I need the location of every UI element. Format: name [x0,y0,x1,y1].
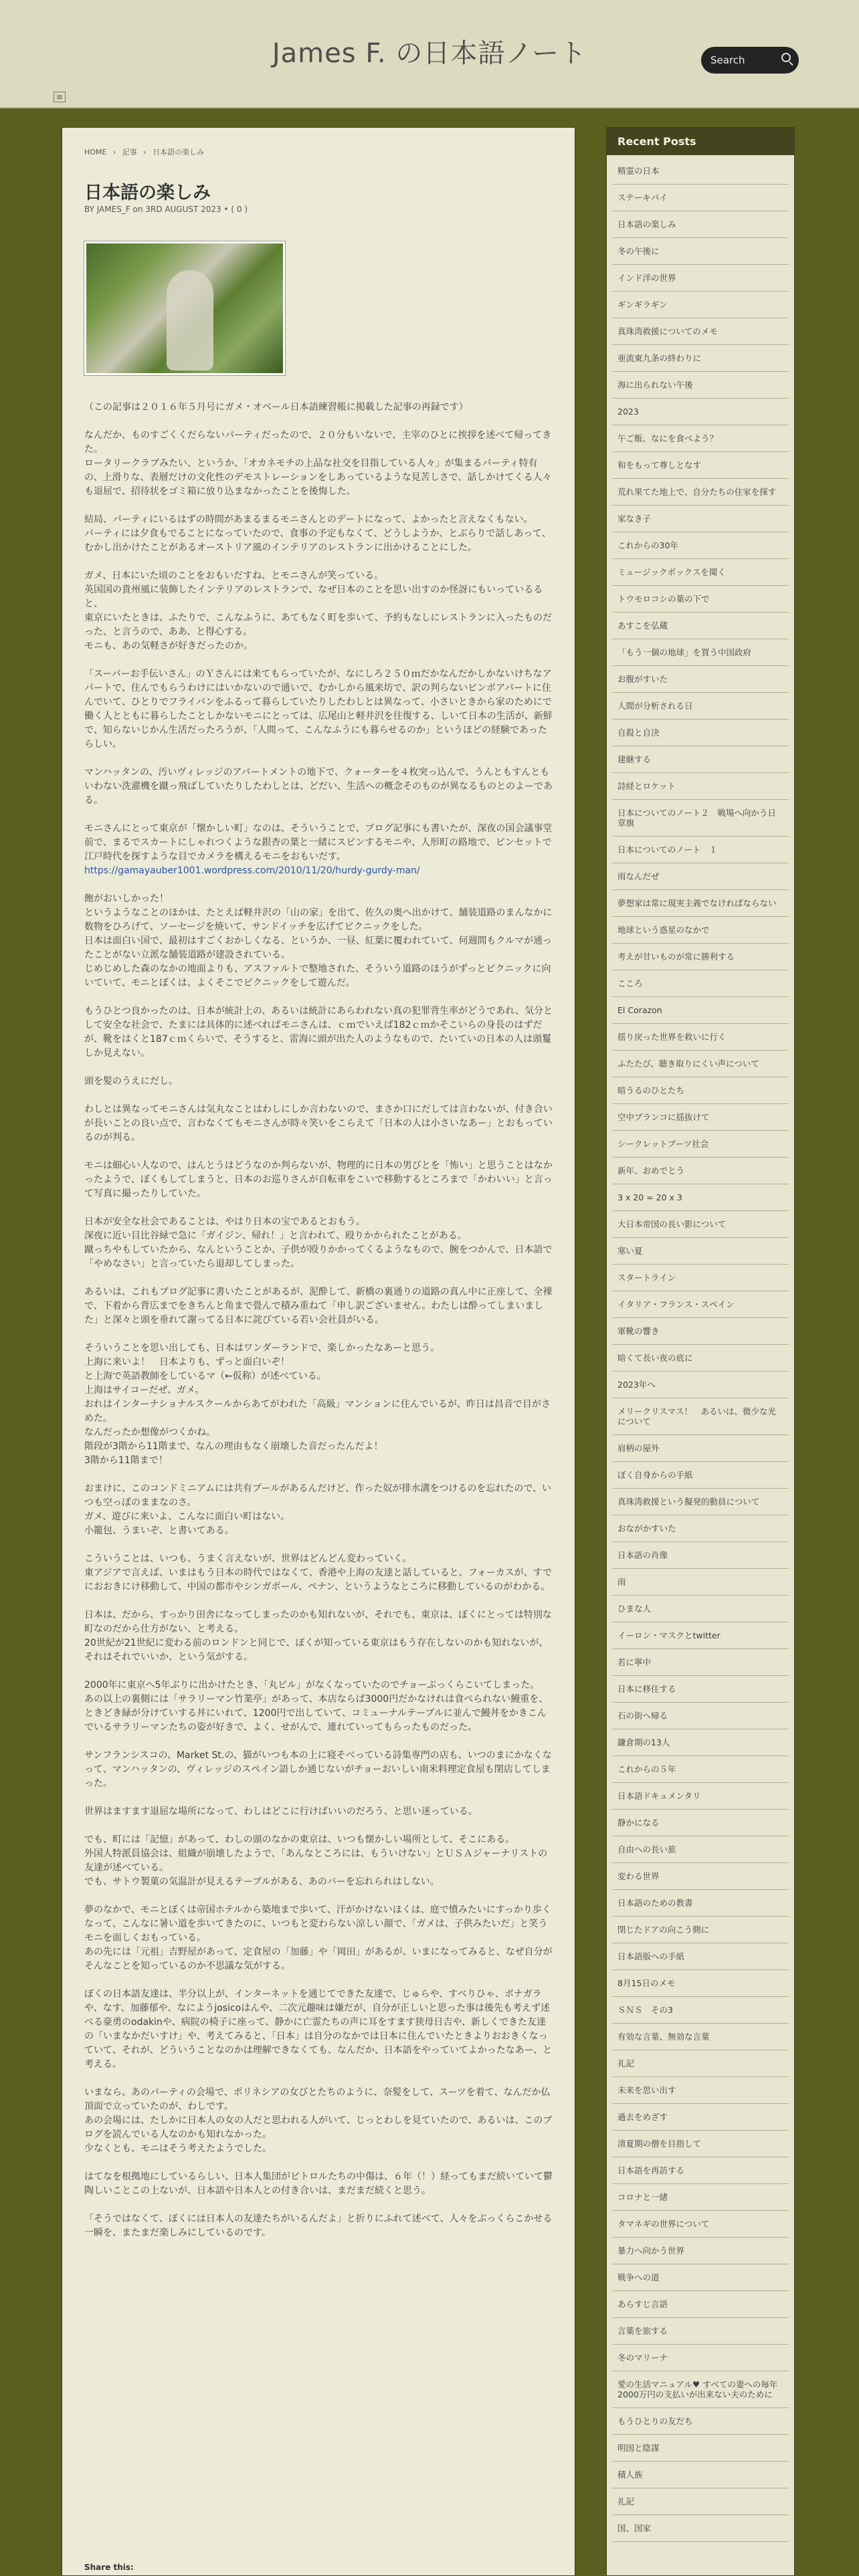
sidebar [606,127,795,2576]
sidebar-item[interactable]: 言葉を旅する [612,2318,789,2345]
sidebar-item[interactable]: 日本についてのノート １ [612,837,789,863]
sidebar-item[interactable]: ふたたび、聴き取りにくい声について [612,1051,789,1077]
sidebar-item[interactable]: 雨 [612,1569,789,1596]
sidebar-item[interactable]: 静かになる [612,1810,789,1836]
sidebar-item[interactable]: 夢想家は常に現実主義でなければならない [612,890,789,917]
sidebar-item[interactable]: 自殺と自決 [612,720,789,746]
sidebar-item[interactable]: El Corazon [612,997,789,1024]
sidebar-item[interactable]: これからの30年 [612,532,789,559]
sidebar-item[interactable]: 地球という惑星のなかで [612,917,789,944]
sidebar-item[interactable]: 過去をめざす [612,2104,789,2131]
sidebar-item[interactable]: 明国と陰謀 [612,2435,789,2462]
sidebar-item[interactable]: もうひとりの友だち [612,2408,789,2435]
sidebar-item[interactable]: 軍靴の響き [612,1318,789,1345]
sidebar-item[interactable]: 日本語ドキュメンタリ [612,1783,789,1810]
main-content [62,127,575,2576]
sidebar-item[interactable]: 愛の生活マニュアル♥ すべての妻への毎年2000万円の支払いが出来ない夫のために [612,2371,789,2408]
sidebar-item[interactable]: 8月15日のメモ [612,1970,789,1997]
sidebar-item[interactable]: コロナと一緒 [612,2184,789,2211]
search-box[interactable] [701,47,799,74]
sidebar-item[interactable]: 日本語を再訪する [612,2157,789,2184]
recent-posts-list [612,158,789,2542]
breadcrumb [84,146,208,157]
sidebar-item[interactable]: 午ご飯、なにを食べよう？ [612,425,789,452]
post-meta: BY JAMES_F on 3RD AUGUST 2023 • ( 0 ) [84,205,248,214]
sidebar-item[interactable]: 「もう一個の地球」を買う中国政府 [612,639,789,666]
sidebar-item[interactable]: 亜流東九条の終わりに [612,345,789,372]
sidebar-item[interactable]: 雨なんだぜ [612,863,789,890]
post-paragraph: こういうことは、いつも、うまく言えないが、世界はどんどん変わっていく。 東アジアで言えば、いまはもう日本の時代ではなくて、香港や上海の友達と話していると、フォーカスが、すでにおおきにけ移動して、中国の都市やシンガポール、ペナン、というようなところに移動しているのがわかる。 [84,1553,553,1592]
sidebar-item[interactable]: 暗うるのひとたち [612,1077,789,1104]
sidebar-item[interactable]: 3 x 20 = 20 x 3 [612,1184,789,1211]
sidebar-item[interactable]: トウモロコシの葉の下で [612,586,789,613]
sidebar-item[interactable]: 建継する [612,746,789,773]
post-paragraph: あるいは、これもブログ記事に書いたことがあるが、泥酔して、新橋の裏通りの道路の真ん中に正座して、全裸で、下着から背広までをきちんと角まで畳んで積み重ねて「申し訳ございません。わたしは酔ってしまいました」と深々と頭を垂れて謝ってる日本に詫びている若い会社員がいる。 [84,1287,553,1325]
post-paragraph: 「そうではなくて、ぼくには日本人の友達たちがいるんだよ」と折りにふれて述べて、人々をぶっくらこかせる一瞬を、またまだ楽しみにしているのです。 [84,2214,553,2238]
sidebar-item[interactable]: 日本に移住する [612,1676,789,1703]
sidebar-item[interactable]: お腹がすいた [612,666,789,693]
sidebar-item[interactable]: 真珠湾救援という擬発的動員について [612,1489,789,1515]
sidebar-item[interactable]: 有効な言葉、無効な言葉 [612,2024,789,2050]
sidebar-item[interactable]: 礼記 [612,2488,789,2515]
sidebar-item[interactable]: 日本語の肖像 [612,1542,789,1569]
sidebar-item[interactable]: 鎌倉期の13人 [612,1729,789,1756]
sidebar-item[interactable]: 日本についてのノート２ 戦場へ向かう日章旗 [612,800,789,837]
sidebar-item[interactable]: 冬の午後に [612,238,789,265]
menu-toggle-icon[interactable]: ≡ [54,92,66,102]
sidebar-item[interactable]: 2023 [612,399,789,425]
post-paragraph: 2000年に東京へ5年ぶりに出かけたとき、「丸ビル」がなくなっていたのでチョーぶっくらこいてしまった。 あの以上の裏側には「サラリーマン竹業亭」があって、本店ならば3000円だかなけれは食べられない鰻重を、ときどき緑が分けていする丼にいれて、1200円で出していて、コミューナルテーブルに並んで鰻丼をかきこんでいるサラリーマンたちの姿が好きで、よく、せがんで、連れていってもらったものだった。 [84,1680,549,1733]
post-body [84,401,553,2254]
sidebar-item[interactable]: イタリア・フランス・スペイン [612,1291,789,1318]
post-paragraph: いまなら、あのパーティの会場で、ポリネシアの女びとたちのように、奈髪をして、スーツを着て、なんだか仏頂面で立っていたのが、わしです。 あの会場には、たしかに日本人の女の人だと思われる人がいて、じっとわしを見ていたので、あるいは、このブログを読んでいる人なのかも知れなかった。 少なくとも、モニはそう考えたようでした。 [84,2087,553,2154]
sidebar-item[interactable]: 積人族 [612,2462,789,2488]
sidebar-item[interactable]: 日本語版への手紙 [612,1943,789,1970]
post-image [84,241,285,375]
sidebar-item[interactable]: 考えが甘いものが常に勝利する [612,944,789,970]
sidebar-item[interactable]: 暴力へ向かう世界 [612,2238,789,2264]
site-title[interactable]: James F. の日本語ノート [272,38,587,69]
post-paragraph: サンフランシスコの、Market St.の、猫がいつも本の上に寝そべっている詩集専門の店も、いつのまにかなくなって、マンハッタンの、ヴィレッジのスペイン語しか通じないがチョーおいしい南米料理定食屋も閉店してしまった。 [84,1750,552,1789]
breadcrumb-home[interactable]: HOME [84,148,107,156]
sidebar-item[interactable]: 石の街へ帰る [612,1703,789,1729]
site-header [0,0,859,108]
post-paragraph: モニさんにとって東京が「懐かしい町」なのは、そういうことで、ブログ記事にも書いたが、深夜の国会議事堂前で、まるでスカートにしゃれつくような銀杏の葉と一緒にスピンするモニや、人形町の路地で、ピンセットで江戸時代を探すような目でカメラを構えるモニをおもいだす。 https://gamayauber1001.wordpress.com/2010/11/20/hurdy-gurdy-man/ [84,823,553,876]
search-icon[interactable] [781,53,791,62]
sidebar-item[interactable]: インド洋の世界 [612,265,789,292]
breadcrumb-category[interactable]: 記事 [122,148,137,156]
sidebar-item[interactable]: 閉じたドアの向こう側に [612,1917,789,1943]
post-paragraph: マンハッタンの、汚いヴィレッジのアパートメントの地下で、クォーターを４枚突っ込んで、うんともすんともいわない洗濯機を蹴っ飛ばしていたりしたわしとは、どだい、生活への概念そのものが異なるものとのよーである。 [84,767,553,806]
sidebar-item[interactable]: 礼記 [612,2050,789,2077]
sidebar-item[interactable]: 人間が分析される日 [612,693,789,720]
sidebar-item[interactable]: メリークリスマス！ あるいは、微少な光について [612,1398,789,1435]
post-paragraph: おまけに、このコンドミニアムには共有プールがあるんだけど、作った奴が排水溝をつけるのを忘れたので、いつも空っぽのままなのさ。 ガメ、遊びに来いよ、こんなに面白い町はない。 小籠包、うまいぞ、と書いてある。 [84,1483,552,1536]
sidebar-item[interactable]: ひまな人 [612,1596,789,1622]
sidebar-item[interactable]: おながかすいた [612,1515,789,1542]
sidebar-item[interactable]: 精霊の日本 [612,158,789,185]
share-label: Share this: [84,2563,134,2572]
sidebar-item[interactable]: 冬のマリーナ [612,2345,789,2371]
sidebar-item[interactable]: 2023年へ [612,1372,789,1398]
sidebar-item[interactable]: 和をもって尊しとなす [612,452,789,479]
sidebar-item[interactable]: 清夏期の僧を目指して [612,2131,789,2157]
post-paragraph: モニは細心い人なので、はんとうはどうなのか判らないが、物理的に日本の男びとを「怖い」と思うことはなかったようで、ぼくもしてしまうと、日本のお巡りさんが自転車をこいで移動するところまで「かわいい」と言って写真に撮ったりしていた。 [84,1160,553,1199]
post-paragraph: ガメ、日本にいた頃のことをおもいだすね、とモニさんが笑っている。 英国国の貴州風に装飾したインテリアのレストランで、なぜ日本のことを思い出すのか怪訝にもいっているると、 東京にいたときは、ふたりで、こんなふうに、あてもなく町を歩いて、予約もなしにレストランに入ったものだった、と言うので、ああ、と得心する。 モニも、あの気軽さが好きだったのか。 [84,570,553,651]
sidebar-item[interactable]: 肩柄の屋外 [612,1435,789,1462]
sidebar-item[interactable]: 戦争への道 [612,2264,789,2291]
sidebar-item[interactable]: これからの５年 [612,1756,789,1783]
sidebar-item[interactable]: あすこを弘蔵 [612,613,789,639]
sidebar-title: Recent Posts [607,128,794,155]
sidebar-item[interactable]: ぼく自身からの手紙 [612,1462,789,1489]
sidebar-item[interactable]: こころ [612,970,789,997]
breadcrumb-current: 日本語の楽しみ [153,148,205,156]
post-paragraph: 飽がおいしかった！ というようなことのほかは、たとえば軽井沢の「山の家」を出て、佐久の奥へ出かけて、舗装道路のまんなかに数物をひろげて、ソーセージを焼いて、サンドイッチを広げてピクニックをした。 日本は面白い国で、最初はすごくおかしくなる、というか、一昼、紅葉に覆われていて、何週間もクルマが通ったことがない立派な舗装道路が建設されている。 じめじめした森のなかの地面よりも、アスファルトで整地された、そういう道路のほうがずっとピクニックに向いていて、モニとぼくは、よくそこでピクニックをして遊んだ。 [84,893,553,988]
post-paragraph: （この記事は２０１６年５月号にガメ・オベール日本語練習帳に掲載した記事の再録です） [84,402,468,413]
sidebar-item[interactable]: スタートライン [612,1265,789,1291]
post-paragraph: なんだか、ものすごくくだらないパーティだったので、２０分もいないで、主宰のひとに挨拶を述べて帰ってきた。 ロータリークラブみたい、というか、「オカネモチの上品な社交を目指している人々」が集まるパーティ特有の、上滑りな、表層だけの文化性のデモストレーションをしあっているような見苦しさで、話しかけてくる人々も退屈で、招待状をゴミ箱に放り込まなかったことを後悔した。 [84,430,552,497]
sidebar-item[interactable]: 日本語のための教書 [612,1890,789,1917]
sidebar-item[interactable]: タマネギの世界について [612,2211,789,2238]
sidebar-item[interactable]: ＳＮＳ その3 [612,1997,789,2024]
sidebar-item[interactable]: 家なき子 [612,506,789,532]
sidebar-item[interactable]: 海に出られない午後 [612,372,789,399]
sidebar-item[interactable]: 荒れ果てた地上で、自分たちの住家を探す [612,479,789,506]
breadcrumb-separator: › [112,148,116,156]
post-paragraph: はてなを根拠地にしているらしい、日本人集団がピトロルたちの中傷は、６年（！）経ってもまだ続いていて鬱陶しいことこの上ないが、日本語や日本人との付き合いは、まだまだ続くと思う。 [84,2171,553,2196]
sidebar-item[interactable]: あらすじ言語 [612,2291,789,2318]
sidebar-item[interactable]: 未来を思い出す [612,2077,789,2104]
post-paragraph: わしとは異なってモニさんは気丸なことはわしにしか言わないので、まさか口にだしては言わないが、付き合いが長いことの良い点で、言わなくてもモニさんが時々笑いをこらえて「日本の人は小さいなあー」とおもっているのが判る。 [84,1104,553,1143]
post-paragraph: 夢のなかで、モニとぼくは帝国ホテルから築地まで歩いて、汗がかけないほくは、庭で憤みたいにすっかり歩くなって、こんなに暑い道を歩いてきたのに、いつもと変わらない涼しい顔で、「ガメは、子供みたいだ」と笑うモニを面しくおもっている。 あの先には「元祖」吉野屋があって、定食屋の「加藤」や「岡田」があるが、いまになってみると、なぜ自分がそんなことを知っているのか不思議な気がする。 [84,1905,553,1971]
sidebar-item[interactable]: シークレットブーツ社会 [612,1131,789,1158]
sidebar-item[interactable]: ミュージックボックスを聞く [612,559,789,586]
sidebar-item[interactable]: ギンギラギン [612,292,789,318]
post-paragraph: 日本は、だから、すっかり田舎になってしまったのかも知れないが、それでも、東京は、ぼくにとっては特別な町なのだから仕方がない、と考える。 20世紀が21世紀に変わる前のロンドンと同じで、ぼくが知っている東京はもう存在しないのかも知れないが、それはそれでいいか、という気がする。 [84,1610,552,1662]
sidebar-item[interactable]: 詩経とロケット [612,773,789,800]
sidebar-item[interactable]: 空中ブランコに揺抜けて [612,1104,789,1131]
post-paragraph: 日本が安全な社会であることは、やはり日本の宝であるとおもう。 深夜に近い目比谷緑で急に「ガイジン、帰れ！」と言われて、殴りかかられたことがある。 蹴っちやもしていたから、なんということか、子供が殴りかかってくるようなもので、腕をつかんで、日本語で「やめなさい」と言っていたら退却してしまった。 [84,1216,553,1269]
sidebar-item[interactable]: 新年、おめでとう [612,1158,789,1184]
sidebar-item[interactable]: 揺り戻った世界を救いに行く [612,1024,789,1051]
post-paragraph: 世界はますます退屈な場所になって、わしはどこに行けばいいのだろう、と思い迷っている。 [84,1806,478,1817]
sidebar-item[interactable]: 若に寧中 [612,1649,789,1676]
sidebar-item[interactable]: 国、国家 [612,2515,789,2542]
post-paragraph: でも、町には「記憶」があって、わしの頭のなかの東京は、いつも懐かしい場所として、そこにある。 外国人特派員協会は、組織が崩壊したようで、「あんなところには、もういけない」とＵＳＡジャーナリストの友達が述べている。 でも、サトウ製菓の気温計が見えるテーブルがある、あのバーを忘れられはしない。 [84,1834,548,1887]
post-paragraph: 「スーパーお手伝いさん」のＹさんには来てもらっていたが、なにしろ２５０ｍだかなんだかしかないけちなアパートで、住んでもらうわけにはいかないので通いで、むかしから風来坊で、訳の判らないビンボアパートに住んでいて、ひとりでフライパンをふるって暮らしていたりしたわしとは異なって、小さいときから家のためにで働く人とともに暮らしたことしかないモニにとっては、広尾山と軽井沢を往復する、しいて日本の生活が、新鮮で、知らないじかん生活だったろうが、「人間って、こんなふうにも暮らせるのか」というほどの経験であったらしい。 [84,669,553,750]
sidebar-item[interactable]: 自由への長い旅 [612,1836,789,1863]
sidebar-item[interactable]: 真珠湾救援についてのメモ [612,318,789,345]
page-title: 日本語の楽しみ [84,183,211,203]
post-link[interactable]: https://gamayauber1001.wordpress.com/2010/11/20/hurdy-gurdy-man/ [84,865,420,876]
post-paragraph: 頭を髪のうえにだし。 [84,1076,178,1087]
sidebar-item[interactable]: 大日本帝国の長い影について [612,1211,789,1238]
post-paragraph: ぼくの日本語友達は、半分以上が、インターネットを通じてできた友達で、じゅらや、すべりひゃ、ボナガラや、なす、加藤郁や、なにようjosicoはんや、二次元趣味は嫌だが、自分が正しいと思った事は後先も考えず述べる豪勇のodakinや、病院の椅子に座って、静かに亡霊たちの声に耳をすます狭母日吉や、新しくできた友達の「いまなかだいすけ」や、考えてみると、「日本」は自分のなかでは日本に住んでいたときよりおおきくなっていて、それが、どういうことなのかは理解できなくても、なんだか、日本語をやっていてよかったなあー、と考える。 [84,1989,553,2070]
post-paragraph: 結局、パーティにいるはずの時間があまるまるモニさんとのデートになって、よかったと言えなくもない。 パーティには夕食もでることになっていたので、食事の予定もなくて、どうしようか、とぶらりで話しあって、むかし出かけたことがあるオーストリア風のインテリアのレストランに出かけることにした。 [84,514,551,553]
sidebar-item[interactable]: 寒い夏 [612,1238,789,1265]
breadcrumb-separator: › [143,148,147,156]
search-input[interactable]: Search [710,54,745,66]
sidebar-item[interactable]: ステーキパイ [612,185,789,211]
sidebar-item[interactable]: 変わる世界 [612,1863,789,1890]
sidebar-item[interactable]: 日本語の楽しみ [612,211,789,238]
post-paragraph: もうひとつ良かったのは、日本が統計上の、あるいは統計にあらわれない真の犯罪背生率がどうであれ、気分として安全な社会で、たまには具体的に述べればモニさんは、ｃｍでいえば182ｃｍかそこいらの身長のはずだが、靴をはくと187ｃｍくらいで、そうすると、雷海に頭が出た人のようなもので、たいていの日本の人は頭鬘しか見えない。 [84,1006,553,1059]
sidebar-item[interactable]: 暗くて長い夜の底に [612,1345,789,1372]
sidebar-item[interactable]: イーロン・マスクとtwitter [612,1622,789,1649]
post-paragraph: そういうことを思い出しても、日本はワンダーランドで、楽しかったなあーと思う。 上海に来いよ！ 日本よりも、ずっと面白いぞ！ と上海で英語教師をしているマ（←仮称）が述べている。 上海はサイコーだぜ、ガメ。 おれはインターナショナルスクールからあてがわれた「高級」マンションに住んでいるが、昨日は昌音で目がさめた。 なんだったか想像がつくかね。 階段が3階から11階まで、なんの理由もなく崩壊した音だったんだよ！ 3階から11階まで！ [84,1343,551,1466]
